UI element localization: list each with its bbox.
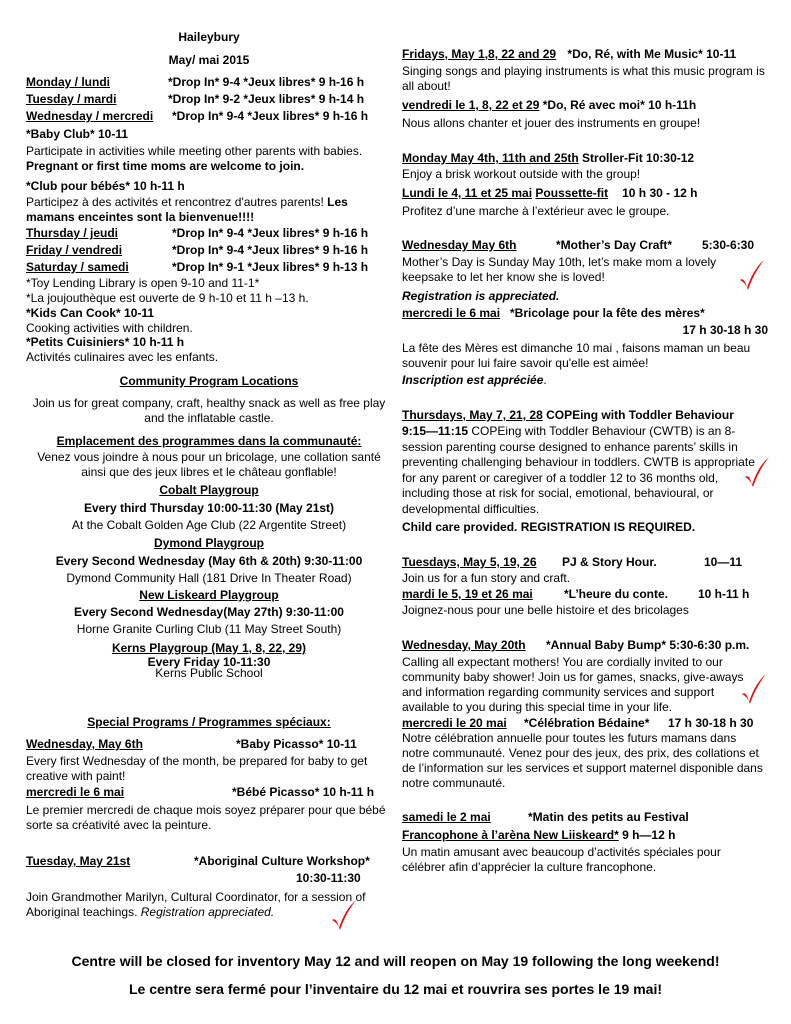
emplacement-desc: Venez vous joindre à nous pour un bricolage, une collation santé ainsi que des jeux libres et le château gonflable! — [37, 450, 381, 479]
checkmark-icon — [740, 672, 768, 706]
mothers-date: Wednesday May 6th — [402, 238, 517, 252]
meres-registration: Inscription est appréciée. — [402, 373, 547, 387]
conte-title: *L’heure du conte. — [564, 587, 669, 601]
emplacement-title: Emplacement des programmes dans la communauté: — [56, 434, 362, 448]
poussette-title: Poussette-fit — [535, 186, 609, 200]
coping-title: COPEing with Toddler Behaviour — [546, 408, 734, 422]
baby-club-pregnant-text: Pregnant or first time moms are welcome to join — [26, 159, 301, 173]
checkmark-icon — [743, 455, 771, 489]
pj-date: Tuesdays, May 5, 19, 26 — [402, 555, 537, 569]
schedule-row-wednesday — [26, 109, 392, 126]
kids-can-cook-title: *Kids Can Cook* 10-11 — [26, 306, 155, 320]
kerns-when: Every Friday 10-11:30 — [147, 655, 271, 669]
music-date: Fridays, May 1,8, 22 and 29 — [402, 47, 557, 61]
closure-notice-french: Le centre sera fermé pour l’inventaire du 12 mai et rouvrira ses portes le 19 mai! — [129, 981, 662, 997]
kerns-where: Kerns Public School — [155, 666, 263, 680]
bebe-picasso-desc: Le premier mercredi de chaque mois soyez préparer pour que bébé sorte sa créativité avec la peinture. — [26, 803, 386, 832]
dymond-title: Dymond Playgroup — [153, 536, 264, 550]
baby-bump-title: *Annual Baby Bump* 5:30-6:30 p.m. — [546, 638, 750, 652]
baby-club-title: *Baby Club* 10-11 — [26, 127, 129, 141]
baby-club-desc — [26, 144, 392, 174]
cobalt-where: At the Cobalt Golden Age Club (22 Argentite Street) — [71, 518, 347, 532]
locations-desc: Join us for great company, craft, healthy snack as well as free play and the inflatable castle. — [32, 396, 386, 425]
joujoutheque: *La joujouthèque est ouverte de 9 h-10 et 11 h –13 h. — [26, 291, 309, 305]
conte-header — [402, 587, 772, 602]
aboriginal-title: *Aboriginal Culture Workshop* — [194, 854, 370, 868]
coping-time: 9:15—11:15 — [402, 424, 469, 438]
music-fr-title: *Do, Ré avec moi* 10 h-11h — [542, 98, 697, 112]
festival-date: samedi le 2 mai — [402, 810, 491, 824]
mothers-title: *Mother’s Day Craft* — [556, 238, 673, 252]
stroller-title: Stroller-Fit 10:30-12 — [582, 151, 695, 165]
aboriginal-registration: Registration appreciated. — [140, 905, 275, 919]
stroller-date: Monday May 4th, 11th and 25th — [402, 151, 579, 165]
schedule-program: *Drop In* 9-4 *Jeux libres* 9 h-16 h — [172, 226, 369, 240]
baby-club-pregnant: Pregnant or first time moms are welcome to join. — [26, 159, 305, 173]
poussette-date: Lundi le 4, 11 et 25 mai — [402, 186, 533, 200]
aboriginal-text: Join Grandmother Marilyn, Cultural Coordinator, for a session of Aboriginal teachings. — [26, 890, 366, 919]
schedule-day: Tuesday / mardi — [26, 92, 117, 106]
poussette-header — [402, 186, 772, 201]
schedule-program: *Drop In* 9-4 *Jeux libres* 9 h-16 h — [172, 243, 369, 257]
location-heading: Haileybury — [178, 30, 240, 44]
schedule-program: *Drop In* 9-4 *Jeux libres* 9 h-16 h — [168, 75, 365, 89]
schedule-row-saturday — [26, 260, 392, 277]
conte-time: 10 h-11 h — [698, 587, 750, 601]
club-bebes-title: *Club pour bébés* 10 h-11 h — [26, 179, 185, 193]
festival-desc: Un matin amusant avec beaucoup d’activités spéciales pour célébrer afin d’apprécier la culture francophone. — [402, 845, 721, 874]
cobalt-when: Every third Thursday 10:00-11:30 (May 21st) — [83, 501, 335, 515]
bedaine-header — [402, 716, 772, 731]
bedaine-title: *Célébration Bédaine* — [524, 716, 650, 730]
bedaine-desc: Notre célébration annuelle pour toutes les futurs mamans dans notre communauté. Venez pour des jeux, des prix, des collations et de l’information sur les services et support maternel disponible dans notre communauté. — [402, 731, 763, 790]
schedule-day: Thursday / jeudi — [26, 226, 119, 240]
schedule-row-thursday — [26, 226, 392, 243]
festival-header-2 — [402, 828, 772, 843]
meres-title: *Bricolage pour la fête des mères* — [510, 306, 705, 320]
bebe-picasso-header — [26, 785, 392, 800]
bedaine-date: mercredi le 20 mai — [402, 716, 507, 730]
stroller-header — [402, 151, 772, 166]
checkmark-icon — [738, 258, 766, 292]
schedule-row-friday — [26, 243, 392, 260]
pj-desc: Join us for a fun story and craft. — [402, 571, 571, 585]
meres-registration-text: Inscription est appréciée — [402, 373, 544, 387]
meres-date: mercredi le 6 mai — [402, 306, 501, 320]
schedule-program: *Drop In* 9-2 *Jeux libres* 9 h-14 h — [168, 92, 365, 106]
special-programs-title: Special Programs / Programmes spéciaux: — [87, 715, 331, 729]
music-header — [402, 47, 772, 62]
music-fr-date: vendredi le 1, 8, 22 et 29 — [402, 98, 540, 112]
schedule-row-tuesday — [26, 92, 392, 109]
meres-header — [402, 306, 772, 321]
stroller-desc: Enjoy a brisk workout outside with the group! — [402, 167, 641, 181]
music-title: *Do, Ré, with Me Music* 10-11 — [567, 47, 737, 61]
toy-lending: *Toy Lending Library is open 9-10 and 11-1* — [26, 276, 260, 290]
club-bebes-text: Participez à des activités et rencontrez d'autres parents! — [26, 195, 324, 209]
baby-bump-date: Wednesday, May 20th — [402, 638, 526, 652]
schedule-program: *Drop In* 9-1 *Jeux libres* 9 h-13 h — [172, 260, 369, 274]
dymond-when: Every Second Wednesday (May 6th & 20th) 9:30-11:00 — [55, 554, 363, 568]
club-bebes-desc — [26, 195, 392, 225]
kerns-title: Kerns Playgroup (May 1, 8, 22, 29) — [111, 641, 307, 655]
schedule-day: Wednesday / mercredi — [26, 109, 154, 123]
festival-title: *Matin des petits au Festival — [528, 810, 689, 824]
aboriginal-header — [26, 854, 392, 869]
coping-date: Thursdays, May 7, 21, 28 — [402, 408, 543, 422]
meres-desc: La fête des Mères est dimanche 10 mai , faisons maman un beau souvenir pour lui faire savoir qu'elle est aimée! — [402, 341, 751, 370]
festival-header — [402, 810, 772, 825]
coping-text: COPEing with Toddler Behaviour (CWTB) is an 8-session parenting course designed to enhance parents’ skills in preventing challenging behaviour in toddlers. CWTB is appropriate for any parent or caregiver of a toddler 12 to 36 months old, including those at risk for social, emotional, behavioural, or developmental difficulties. — [402, 424, 755, 516]
bedaine-time: 17 h 30-18 h 30 — [668, 716, 754, 730]
closure-notice-english: Centre will be closed for inventory May 12 and will reopen on May 19 following the long weekend! — [71, 953, 720, 969]
pj-header — [402, 555, 772, 570]
conte-desc: Joignez-nous pour une belle histoire et des bricolages — [402, 603, 689, 617]
weekday-schedule-top — [26, 75, 392, 126]
poussette-time: 10 h 30 - 12 h — [622, 186, 698, 200]
newliskeard-title: New Liskeard Playgroup — [139, 588, 279, 602]
baby-picasso-header — [26, 737, 392, 752]
cobalt-title: Cobalt Playgroup — [159, 483, 259, 497]
music-fr-header — [402, 98, 772, 113]
coping-header — [402, 408, 772, 423]
checkmark-icon — [330, 898, 358, 932]
baby-club-text: Participate in activities while meeting other parents with babies. — [26, 144, 363, 158]
baby-picasso-date: Wednesday, May 6th — [26, 737, 143, 751]
schedule-day: Saturday / samedi — [26, 260, 129, 274]
mothers-time: 5:30-6:30 — [702, 238, 755, 252]
music-desc: Singing songs and playing instruments is what this music program is all about! — [402, 64, 765, 93]
aboriginal-time: 10:30-11:30 — [296, 871, 361, 885]
baby-picasso-desc: Every first Wednesday of the month, be prepared for baby to get creative with paint! — [26, 754, 368, 783]
coping-desc — [402, 424, 766, 517]
dymond-where: Dymond Community Hall (181 Drive In Theater Road) — [66, 571, 352, 585]
mothers-desc: Mother’s Day is Sunday May 10th, let’s make mom a lovely keepsake to let her know she is loved! — [402, 255, 717, 284]
schedule-program: *Drop In* 9-4 *Jeux libres* 9 h-16 h — [172, 109, 369, 123]
music-fr-desc: Nous allons chanter et jouer des instruments en groupe! — [402, 116, 701, 130]
baby-picasso-title: *Baby Picasso* 10-11 — [236, 737, 357, 751]
weekday-schedule-bottom — [26, 226, 392, 277]
meres-time: 17 h 30-18 h 30 — [682, 323, 768, 337]
mothers-header — [402, 238, 772, 253]
month-heading: May/ mai 2015 — [168, 53, 250, 67]
petits-cuisiniers-desc: Activités culinaires avec les enfants. — [26, 350, 219, 364]
kids-can-cook-desc: Cooking activities with children. — [26, 321, 193, 335]
pj-time: 10—11 — [704, 555, 743, 569]
locations-title: Community Program Locations — [119, 374, 299, 388]
schedule-day: Friday / vendredi — [26, 243, 123, 257]
festival-time: 9 h—12 h — [622, 828, 676, 842]
newliskeard-where: Horne Granite Curling Club (11 May Street South) — [76, 622, 342, 636]
aboriginal-date: Tuesday, May 21st — [26, 854, 131, 868]
mothers-registration: Registration is appreciated. — [402, 289, 560, 303]
poussette-desc: Profitez d’une marche à l’extérieur avec le groupe. — [402, 204, 670, 218]
pj-title: PJ & Story Hour. — [562, 555, 657, 569]
conte-date: mardi le 5, 19 et 26 mai — [402, 587, 533, 601]
bebe-picasso-date: mercredi le 6 mai — [26, 785, 125, 799]
newliskeard-when: Every Second Wednesday(May 27th) 9:30-11:00 — [74, 605, 344, 619]
baby-bump-desc: Calling all expectant mothers! You are cordially invited to our community baby shower! Join us for games, snacks, give-aways and information regarding community services and support available to you during this special time in your life. — [402, 655, 744, 714]
coping-childcare: Child care provided. REGISTRATION IS REQUIRED. — [402, 520, 696, 534]
schedule-day: Monday / lundi — [26, 75, 110, 89]
club-bebes-bold: Les mamans enceintes sont la bienvenue!!!! — [26, 195, 348, 224]
baby-bump-header — [402, 638, 772, 653]
festival-title-2: Francophone à l’arèna New Liiskeard* — [402, 828, 619, 842]
bebe-picasso-title: *Bébé Picasso* 10 h-11 h — [232, 785, 375, 799]
schedule-row-monday — [26, 75, 392, 92]
petits-cuisiniers-title: *Petits Cuisiniers* 10 h-11 h — [26, 335, 185, 349]
